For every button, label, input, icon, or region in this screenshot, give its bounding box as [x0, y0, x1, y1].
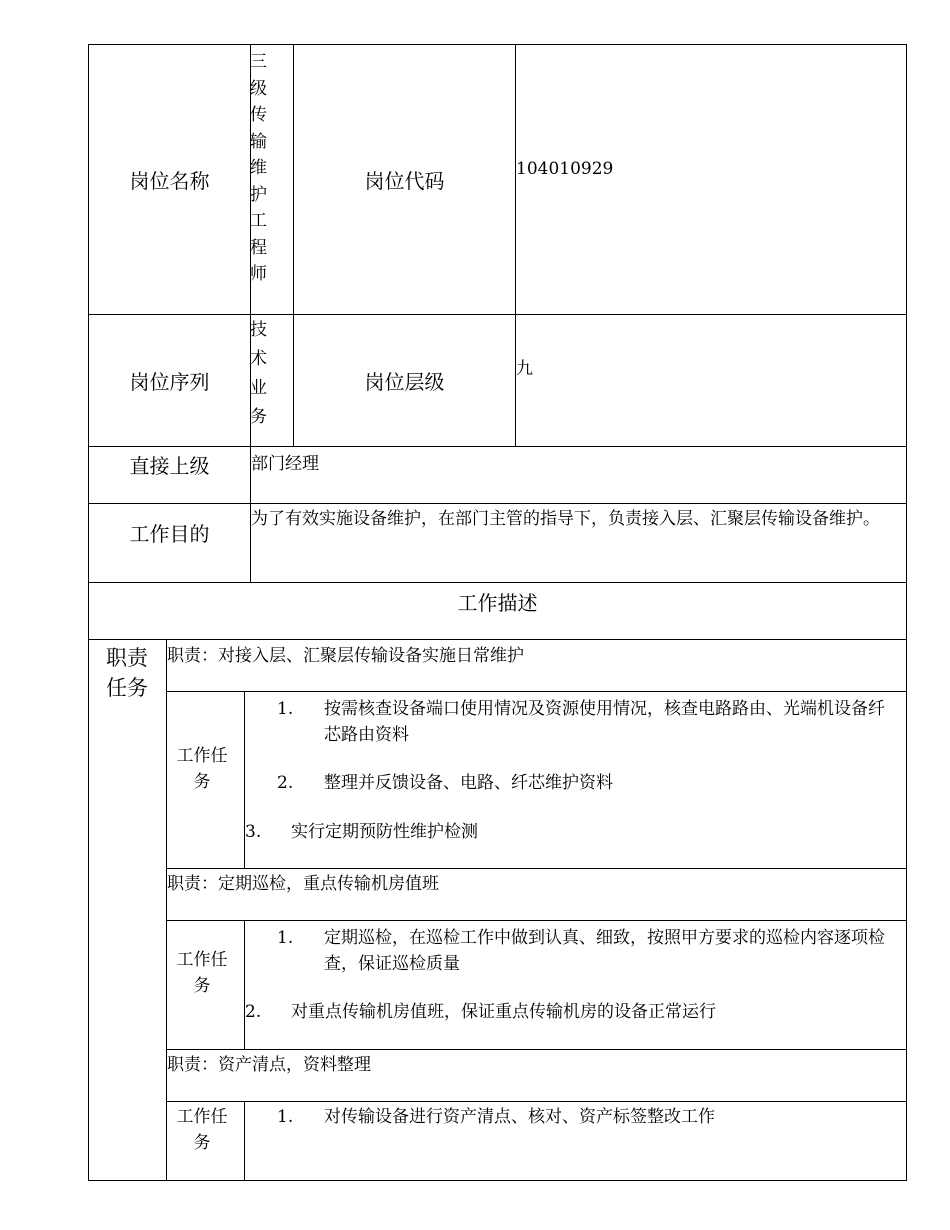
task-1-1	[277, 696, 887, 748]
table-border	[166, 868, 907, 869]
task-number: 1.	[277, 699, 294, 719]
level-label: 岗位层级	[364, 370, 445, 394]
task-number: 1.	[277, 928, 294, 948]
position-code-label: 岗位代码	[364, 169, 445, 193]
superior-value: 部门经理	[251, 454, 319, 474]
task-1-2	[277, 770, 887, 796]
task-number: 3.	[245, 822, 262, 842]
purpose-label: 工作目的	[129, 521, 210, 546]
task-text: 按需核查设备端口使用情况及资源使用情况，核查电路路由、光端机设备纤芯路由资料	[324, 699, 885, 745]
task-3-1	[277, 1104, 887, 1130]
task-number: 2.	[245, 1002, 262, 1022]
task-1-3	[245, 819, 885, 845]
table-border	[244, 1101, 245, 1181]
task-text: 对重点传输机房值班，保证重点传输机房的设备正常运行	[291, 1002, 716, 1022]
task-text: 实行定期预防性维护检测	[291, 822, 478, 842]
table-border	[166, 639, 167, 1181]
responsibility-2: 职责：定期巡检，重点传输机房值班	[167, 874, 439, 894]
position-name-label: 岗位名称	[129, 169, 210, 193]
task-label-3: 工作任务	[176, 1107, 228, 1153]
responsibility-1: 职责：对接入层、汇聚层传输设备实施日常维护	[167, 646, 524, 666]
task-2-1	[277, 925, 887, 977]
position-code-value: 104010929	[516, 159, 614, 179]
sequence-label: 岗位序列	[129, 370, 210, 394]
task-number: 1.	[277, 1107, 294, 1127]
table-border	[88, 1180, 907, 1181]
duties-label: 职责任务	[106, 646, 148, 700]
table-border	[244, 920, 245, 1050]
sequence-value: 技术业务	[250, 320, 267, 427]
task-label-2: 工作任务	[176, 950, 228, 996]
table-border	[166, 1101, 907, 1102]
table-border	[166, 920, 907, 921]
table-border	[166, 691, 907, 692]
task-number: 2.	[277, 773, 294, 793]
superior-label: 直接上级	[129, 453, 210, 478]
responsibility-3: 职责：资产清点，资料整理	[167, 1055, 371, 1075]
position-name-value: 三级传输维护工程师	[250, 52, 267, 284]
description-title: 工作描述	[457, 590, 538, 615]
table-border	[515, 44, 516, 447]
task-label-1: 工作任务	[176, 746, 228, 792]
level-value: 九	[516, 359, 533, 379]
table-border	[906, 44, 907, 1181]
table-border	[166, 1049, 907, 1050]
task-2-2	[245, 999, 885, 1025]
purpose-value: 为了有效实施设备维护，在部门主管的指导下，负责接入层、汇聚层传输设备维护。	[251, 509, 880, 529]
table-border	[88, 639, 907, 640]
task-text: 定期巡检，在巡检工作中做到认真、细致，按照甲方要求的巡检内容逐项检查，保证巡检质量	[324, 928, 885, 974]
task-text: 整理并反馈设备、电路、纤芯维护资料	[324, 773, 613, 793]
task-text: 对传输设备进行资产清点、核对、资产标签整改工作	[324, 1107, 715, 1127]
